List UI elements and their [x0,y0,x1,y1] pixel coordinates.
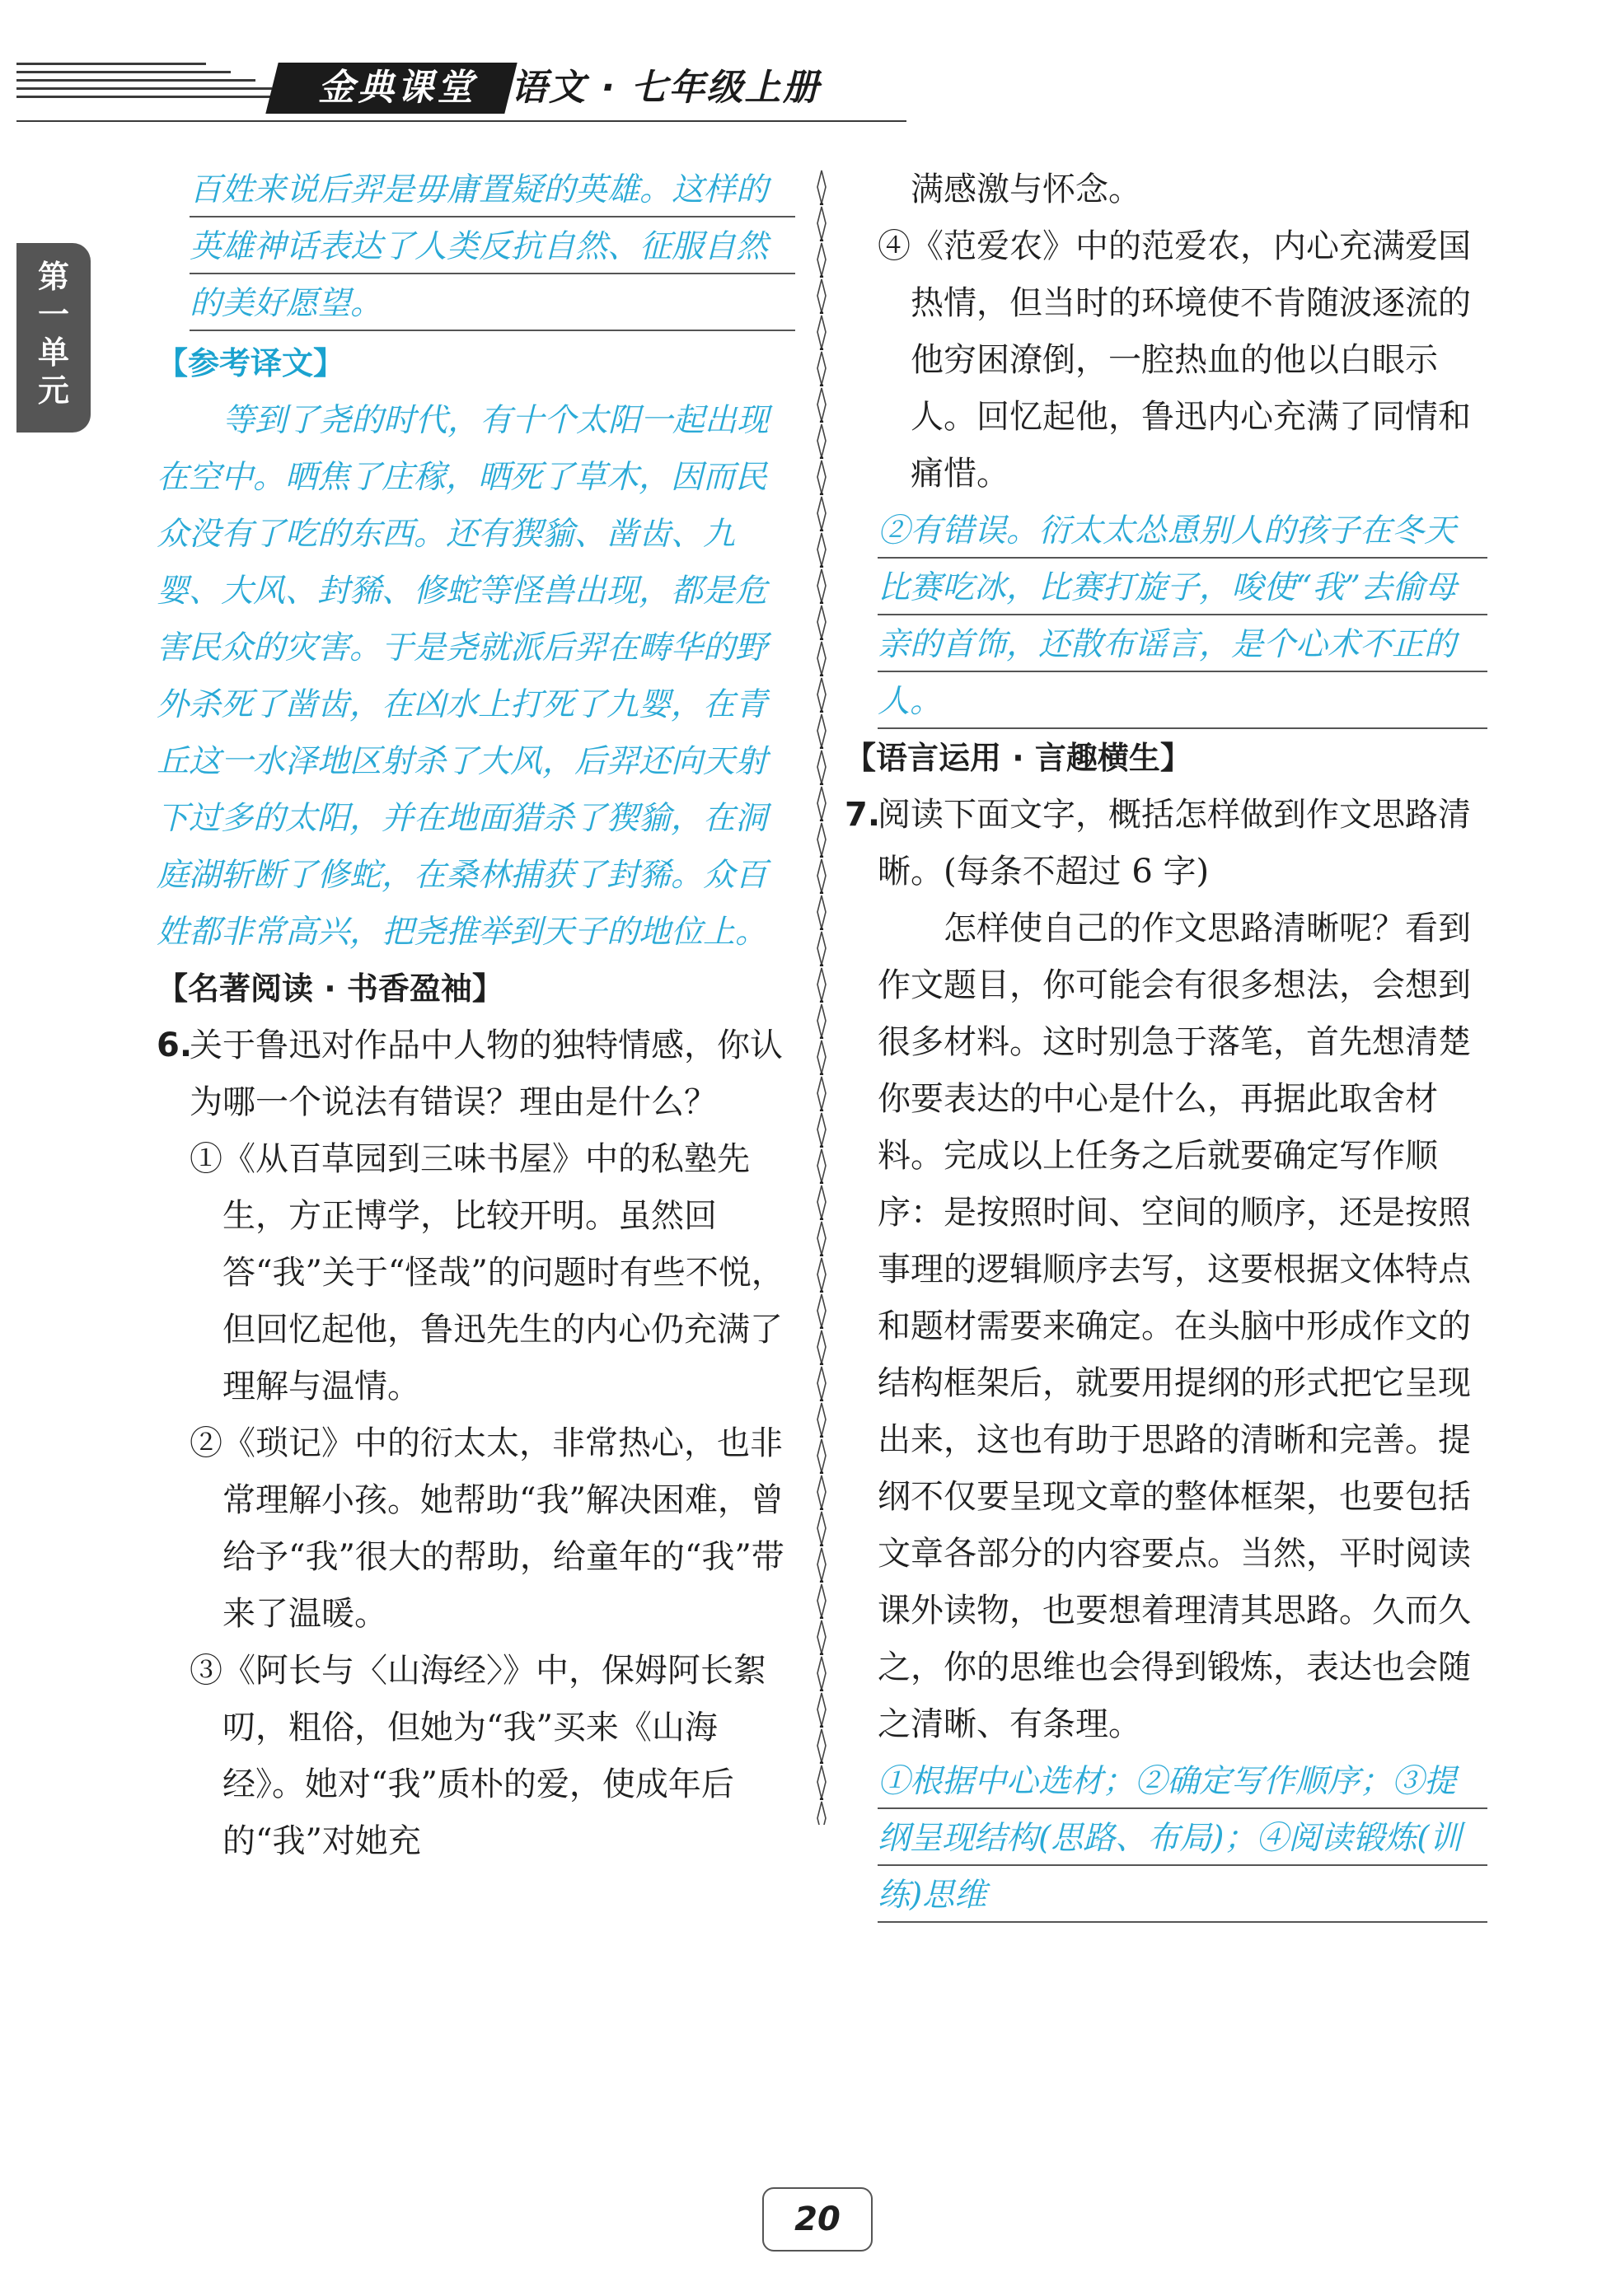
option-2: ②《琐记》中的衍太太，非常热心，也非常理解小孩。她帮助“我”解决困难，曾给予“我”很大的帮助，给童年的“我”带来了温暖。 [190,1424,784,1633]
header-rule [16,120,906,122]
question-number: 7. [845,796,881,834]
handwritten-answer: 百姓来说后羿是毋庸置疑的英雄。这样的英雄神话表达了人类反抗自然、征服自然的美好愿望。 [190,161,795,332]
unit-tab-char: 一 [37,297,69,333]
unit-tab-char: 第 [37,259,69,295]
left-column [157,161,795,1870]
reference-translation-text: 等到了尧的时代，有十个太阳一起出现在空中。晒焦了庄稼，晒死了草木，因而民众没有了吃的东西。还有猰貐、凿齿、九婴、大风、封豨、修蛇等怪兽出现，都是危害民众的灾害。于是尧就派后羿在畴华的野外杀死了凿齿，在凶水上打死了九婴，在青丘这一水泽地区射杀了大风，后羿还向天射下过多的太阳，并在地面猎杀了猰貐，在洞庭湖斩断了修蛇，在桑林捕获了封豨。众百姓都非常高兴，把尧推举到天子的地位上。 [157,402,770,951]
unit-tab-char: 元 [37,372,69,409]
right-column [845,161,1487,1924]
question-6 [157,1017,795,1131]
question-text: 阅读下面文字，概括怎样做到作文思路清晰。(每条不超过 6 字) [878,796,1471,891]
reference-translation-heading: 【参考译文】 [157,345,345,381]
option-3: ③《阿长与〈山海经〉》中，保姆阿长絮叨，粗俗，但她为“我”买来《山海经》。她对“我”质朴的爱，使成年后的“我”对她充 [190,1652,766,1860]
question-text: 关于鲁迅对作品中人物的独特情感，你认为哪一个说法有错误？理由是什么？ [190,1026,783,1121]
option-3-continued: 满感激与怀念。 [911,171,1141,208]
page-number: 20 [762,2187,873,2252]
question-7 [845,787,1487,900]
section-heading-language: 【语言运用 · 言趣横生】 [845,740,1192,776]
section-heading-classics: 【名著阅读 · 书香盈袖】 [157,970,503,1007]
option-1: ①《从百草园到三味书屋》中的私塾先生，方正博学，比较开明。虽然回答“我”关于“怪哉”的问题时有些不悦，但回忆起他，鲁迅先生的内心仍充满了理解与温情。 [190,1140,784,1405]
book-title: 语文 · 七年级上册 [511,67,821,109]
question-number: 6. [157,1026,193,1064]
question-6-answer: ②有错误。衍太太怂恿别人的孩子在冬天比赛吃冰，比赛打旋子，唆使“我”去偷母亲的首饰，还散布谣言，是个心术不正的人。 [878,503,1487,730]
header-decor-lines [16,59,288,117]
column-divider [816,169,827,1825]
brand-name: 金典课堂 [318,67,476,109]
unit-side-tab [16,243,91,433]
reading-passage: 怎样使自己的作文思路清晰呢？看到作文题目，你可能会有很多想法，会想到很多材料。这时别急于落笔，首先想清楚你要表达的中心是什么，再据此取舍材料。完成以上任务之后就要确定写作顺序：是按照时间、空间的顺序，还是按照事理的逻辑顺序去写，这要根据文体特点和题材需要来确定。在头脑中形成作文的结构框架后，就要用提纲的形式把它呈现出来，这也有助于思路的清晰和完善。提纲不仅要呈现文章的整体框架，也要包括文章各部分的内容要点。当然，平时阅读课外读物，也要想着理清其思路。久而久之，你的思维也会得到锻炼，表达也会随之清晰、有条理。 [878,910,1471,1743]
unit-tab-char: 单 [37,334,69,371]
question-7-answer: ①根据中心选材；②确定写作顺序；③提纲呈现结构(思路、布局)；④阅读锻炼(训练)思维 [878,1753,1487,1924]
option-4: ④《范爱农》中的范爱农，内心充满爱国热情，但当时的环境使不肯随波逐流的他穷困潦倒，一腔热血的他以白眼示人。回忆起他，鲁迅内心充满了同情和痛惜。 [878,227,1471,493]
